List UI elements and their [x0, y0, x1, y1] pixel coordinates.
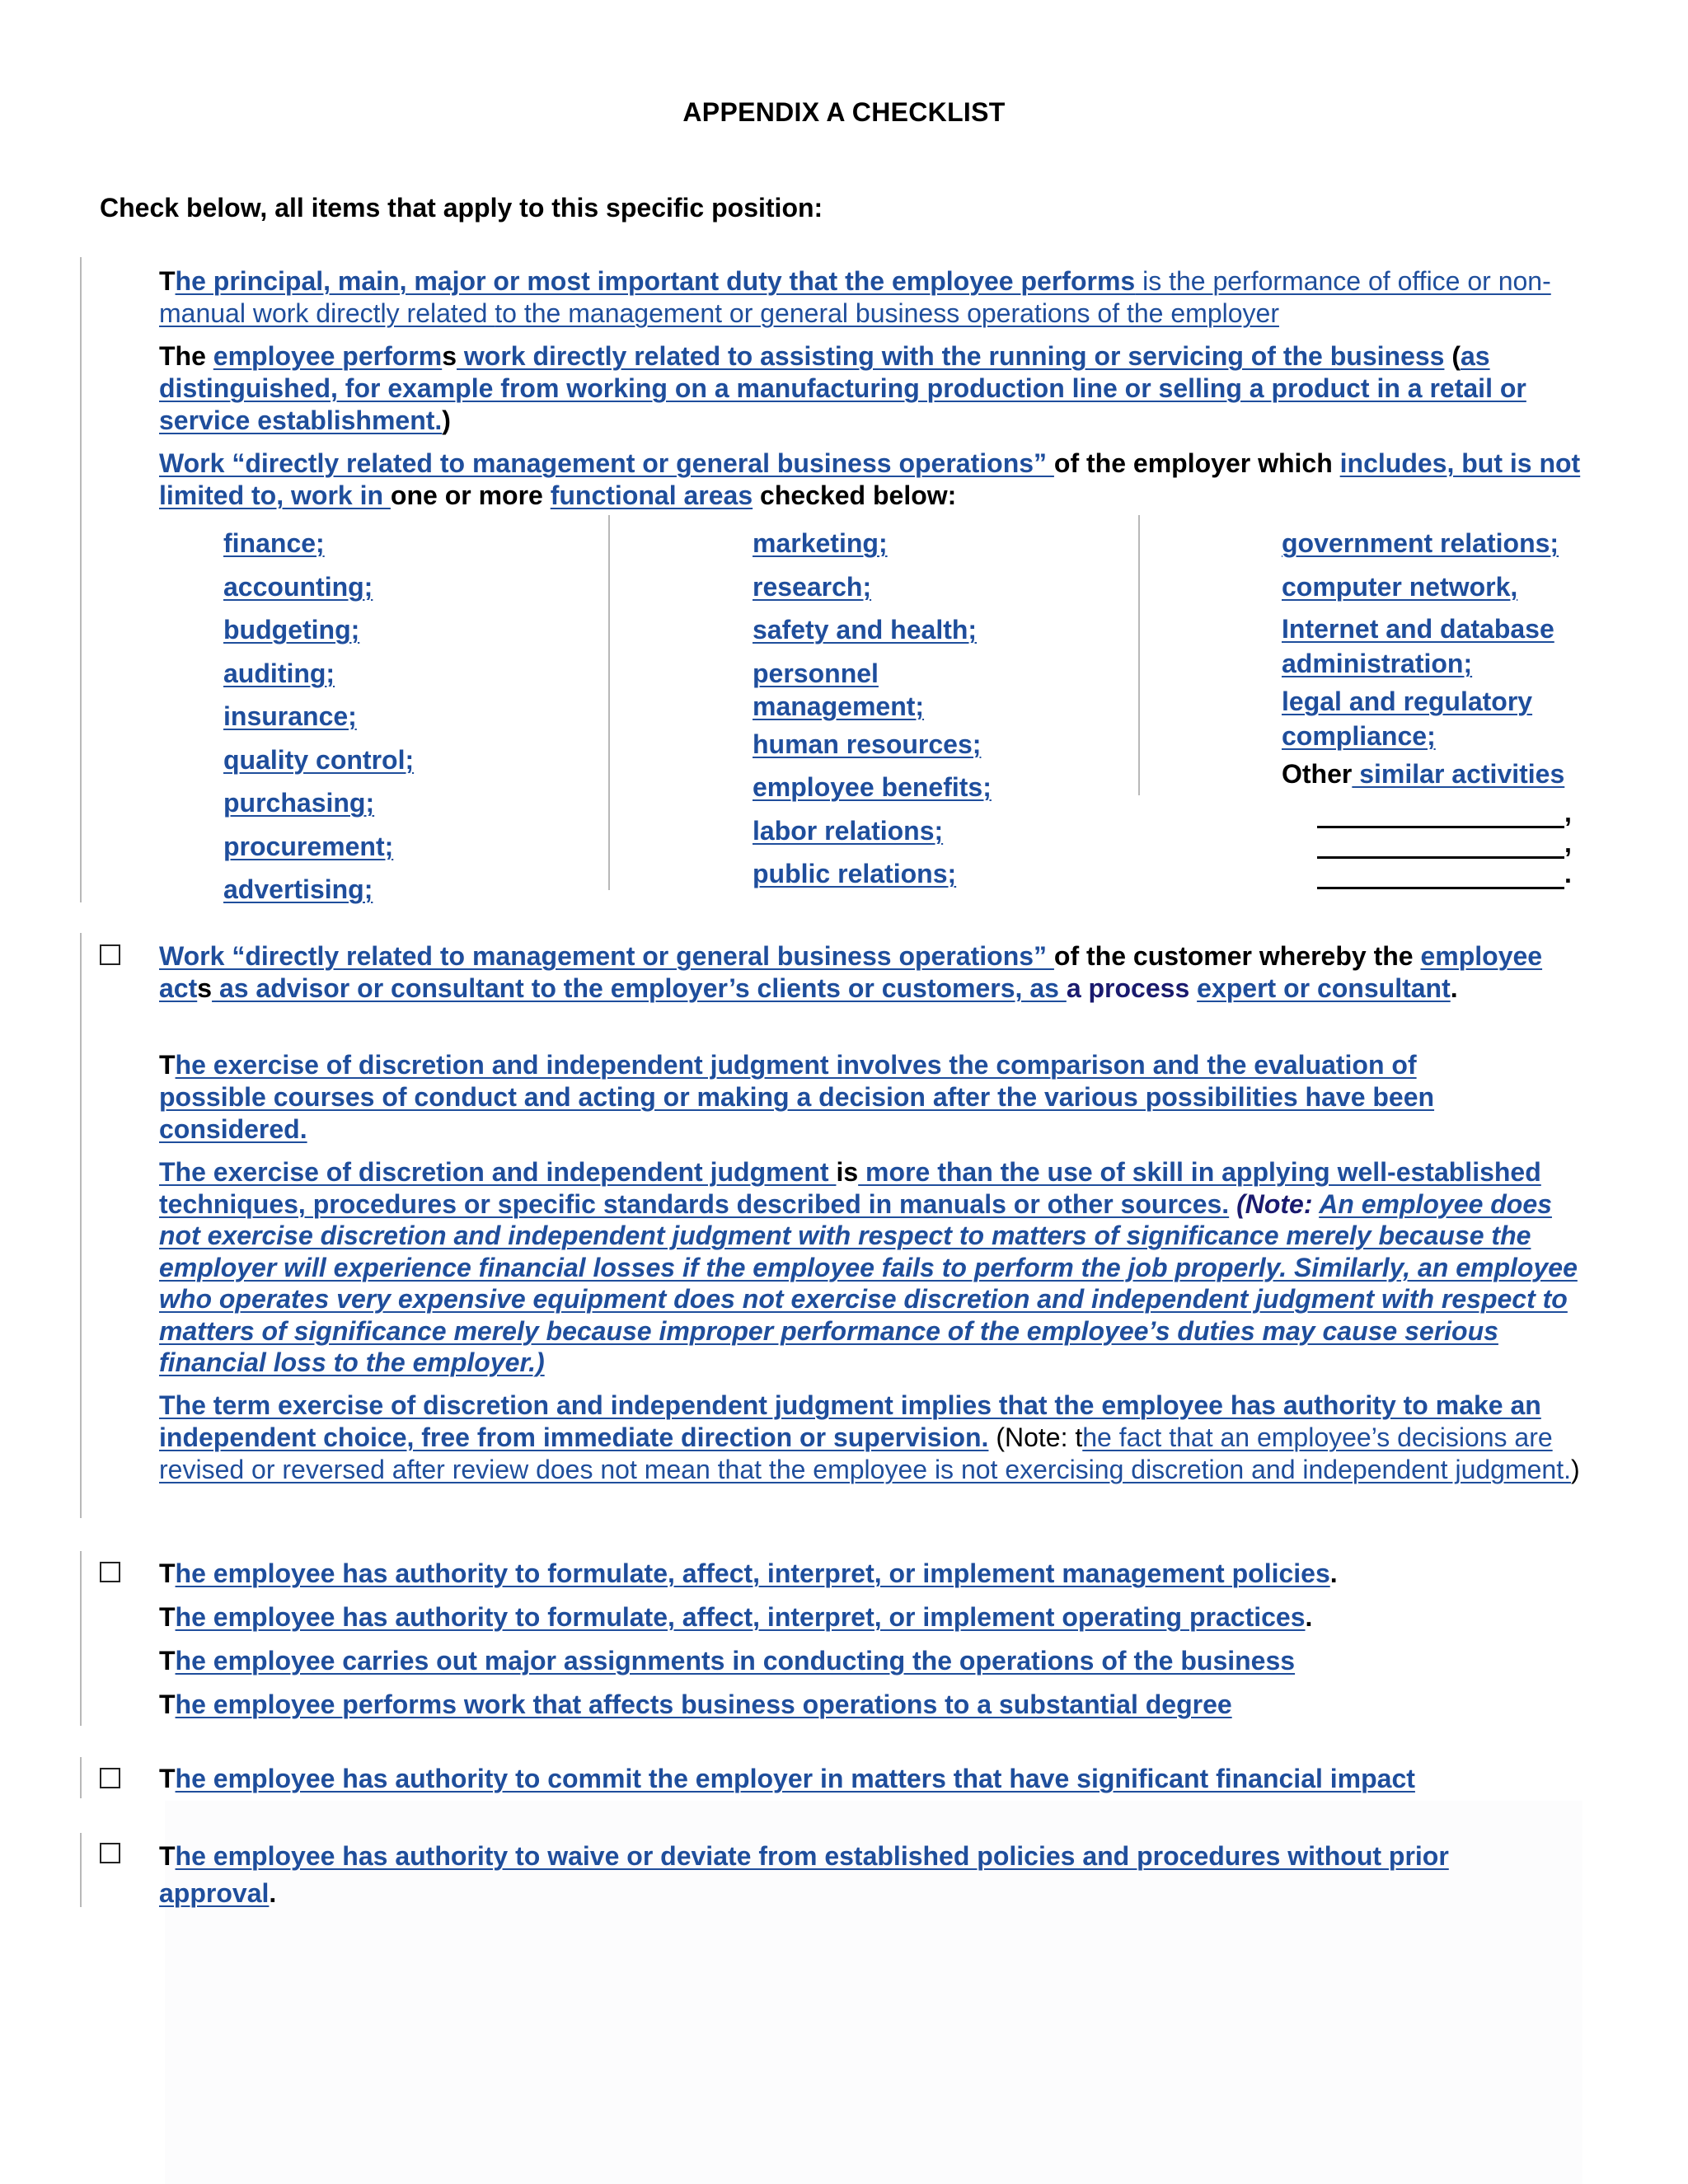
area-human-resources[interactable]: human resources; [753, 729, 982, 759]
principal-duty-link[interactable]: he principal, main, major or most important duty that the employee performs [175, 266, 1136, 296]
directly-related-customer-link[interactable]: Work “directly related to management or general business operations” [159, 941, 1054, 971]
s3-item-4 [159, 1689, 1610, 1721]
other-blank-1[interactable] [1317, 826, 1564, 828]
text: . [1305, 1602, 1313, 1632]
major-assignments-link[interactable]: he employee carries out major assignments in conducting the operations of the business [175, 1646, 1296, 1675]
waive-policies-link[interactable]: he employee has authority to waive or deviate from established policies and procedures without prior approval [159, 1841, 1449, 1908]
functional-areas-col-2 [753, 522, 1016, 896]
expert-consultant-link[interactable]: expert or consultant [1197, 973, 1451, 1003]
area-labor-relations[interactable]: labor relations; [753, 815, 944, 846]
s1-paragraph-1 [159, 265, 1560, 330]
discretion-comparison-link[interactable]: he exercise of discretion and independent judgment involves the comparison and the evaluation of possible courses of conduct and acting or making a decision after the various possibilities have been considered. [159, 1050, 1435, 1144]
area-safety-health[interactable]: safety and health; [753, 615, 978, 644]
section-3-checkbox[interactable] [100, 1562, 120, 1582]
text: of the customer whereby the [1053, 941, 1421, 971]
area-insurance[interactable]: insurance; [223, 701, 357, 731]
text: . [1329, 1558, 1338, 1588]
financial-impact-link[interactable]: he employee has authority to commit the employer in matters that have significant financial impact [175, 1764, 1415, 1793]
other-label: Other [1282, 759, 1353, 789]
functional-areas-col-3 [1282, 522, 1564, 794]
area-accounting[interactable]: accounting; [223, 571, 373, 602]
functional-areas-col-1 [223, 522, 414, 912]
lead-letter: T [159, 1050, 176, 1080]
s2-paragraph-2 [159, 1049, 1511, 1146]
decisions-revised-link[interactable]: he fact that an employee’s decisions are revised or reversed after review does not mean that the employee is not exercising discretion and independent judgment. [159, 1422, 1571, 1484]
s3-item-2 [159, 1601, 1610, 1633]
text: is [836, 1157, 859, 1187]
s3-item-3 [159, 1645, 1610, 1677]
area-budgeting[interactable]: budgeting; [223, 615, 360, 644]
area-legal-regulatory[interactable]: legal and regulatory [1282, 687, 1533, 716]
lead-letter: T [159, 266, 176, 296]
text: s [442, 341, 457, 371]
section-2-bar [80, 933, 82, 1518]
text: The [159, 341, 213, 371]
area-personnel[interactable]: personnel [753, 658, 879, 688]
text: ) [442, 405, 451, 435]
area-computer-network[interactable]: computer network, [1282, 571, 1518, 602]
text: ) [1570, 1455, 1580, 1484]
s2-paragraph-3 [159, 1156, 1593, 1379]
text: s [197, 973, 213, 1003]
blank-punct-3: . [1564, 859, 1572, 888]
section-4-bar [80, 1757, 82, 1798]
text: checked below: [753, 480, 957, 510]
employee-performs-link[interactable]: employee perform [213, 341, 443, 371]
area-research[interactable]: research; [753, 571, 872, 602]
office-work-link[interactable]: is the performance of office or non-manual work directly related [159, 266, 1551, 328]
other-blank-2[interactable] [1317, 856, 1564, 859]
lead-letter: T [159, 1646, 176, 1675]
s5-item [159, 1838, 1544, 1912]
section-4-checkbox[interactable] [100, 1768, 120, 1788]
blank-punct-1: , [1564, 798, 1572, 827]
other-blank-3[interactable] [1317, 887, 1564, 889]
section-2-checkbox[interactable] [100, 944, 120, 965]
directly-related-link[interactable]: Work “directly related to management or general business operations” [159, 448, 1054, 478]
established-techniques-link[interactable]: more than the use of skill in applying well-established techniques, procedures or specific standards described in manuals or other sources. [159, 1157, 1541, 1219]
assisting-work-link[interactable]: work directly related to assisting with the running or servicing of the business [457, 341, 1445, 371]
text: one or more [390, 480, 551, 510]
employee-acts-link[interactable]: employee act [159, 941, 1543, 1003]
s3-item-1 [159, 1558, 1610, 1590]
area-finance[interactable]: finance; [223, 528, 325, 558]
area-employee-benefits[interactable]: employee benefits; [753, 772, 992, 802]
instruction-text: Check below, all items that apply to this specific position: [100, 193, 823, 223]
s4-item [159, 1763, 1610, 1795]
text: a process [1066, 973, 1190, 1003]
area-procurement[interactable]: procurement; [223, 831, 394, 861]
management-operations-link[interactable]: to the management or general business operations of the employer [495, 298, 1279, 328]
area-internet-database[interactable]: Internet and database [1282, 614, 1554, 644]
area-management[interactable]: management; [753, 691, 925, 721]
text [1189, 973, 1197, 1003]
section-3-bar [80, 1551, 82, 1726]
area-marketing[interactable]: marketing; [753, 528, 888, 558]
independent-choice-link[interactable]: The term exercise of discretion and independent judgment implies that the employee has authority to make an independent choice, free from immediate direction or supervision. [159, 1390, 1541, 1452]
includes-link[interactable]: includes, but is not limited to, work in [159, 448, 1581, 510]
area-administration[interactable]: administration; [1282, 649, 1473, 678]
area-quality-control[interactable]: quality control; [223, 744, 415, 775]
lead-letter: T [159, 1558, 176, 1588]
column-divider-2 [1138, 515, 1140, 795]
lead-letter: T [159, 1602, 176, 1632]
text: . [1450, 973, 1458, 1003]
text: . [269, 1878, 277, 1908]
lead-letter: T [159, 1690, 176, 1719]
management-policies-link[interactable]: he employee has authority to formulate, affect, interpret, or implement management policies [175, 1558, 1330, 1588]
text: of the employer which [1053, 448, 1340, 478]
area-advertising[interactable]: advertising; [223, 874, 373, 904]
area-purchasing[interactable]: purchasing; [223, 788, 375, 818]
financial-losses-note-link[interactable]: An employee does not exercise discretion and independent judgment with respect to matters of significance merely because the employer will experience financial losses if the employee fails to perform the job properly. Similarly, an employee who operates very expensive equipment does not exercise discretion and independent judgment with respect to matters of significance merely because improper performance of the employee’s duties may cause serious financial loss to the employer.) [159, 1188, 1578, 1377]
note-label: (Note: t [988, 1422, 1083, 1452]
text: ( [1444, 341, 1461, 371]
advisor-consultant-link[interactable]: as advisor or consultant to the employer’s clients or customers, as [212, 973, 1067, 1003]
other-similar-link[interactable]: similar activities [1352, 759, 1565, 789]
note-label: (Note: [1229, 1188, 1320, 1219]
column-divider-1 [608, 515, 610, 890]
section-5-bar [80, 1833, 82, 1907]
page-title: APPENDIX A CHECKLIST [682, 97, 1006, 127]
area-public-relations[interactable]: public relations; [753, 859, 957, 888]
discretion-skill-link[interactable]: The exercise of discretion and independent judgment [159, 1157, 837, 1187]
functional-areas-link[interactable]: functional areas [550, 480, 753, 510]
section-1-bar [80, 257, 82, 902]
lead-letter: T [159, 1764, 176, 1793]
s1-paragraph-3 [159, 448, 1593, 512]
s2-paragraph-1 [159, 940, 1560, 1005]
s2-paragraph-4 [159, 1390, 1585, 1486]
s1-paragraph-2 [159, 340, 1610, 437]
area-auditing[interactable]: auditing; [223, 658, 335, 688]
distinguished-link[interactable]: as distinguished, for example from working on a manufacturing production line or selling a product in a retail or service establishment. [159, 341, 1526, 435]
lead-letter: T [159, 1841, 176, 1871]
area-compliance[interactable]: compliance; [1282, 721, 1436, 751]
substantial-degree-link[interactable]: he employee performs work that affects business operations to a substantial degree [175, 1690, 1232, 1719]
area-government-relations[interactable]: government relations; [1282, 528, 1559, 558]
operating-practices-link[interactable]: he employee has authority to formulate, affect, interpret, or implement operating practices [175, 1602, 1306, 1632]
section-5-checkbox[interactable] [100, 1843, 120, 1863]
blank-punct-2: , [1564, 828, 1572, 858]
